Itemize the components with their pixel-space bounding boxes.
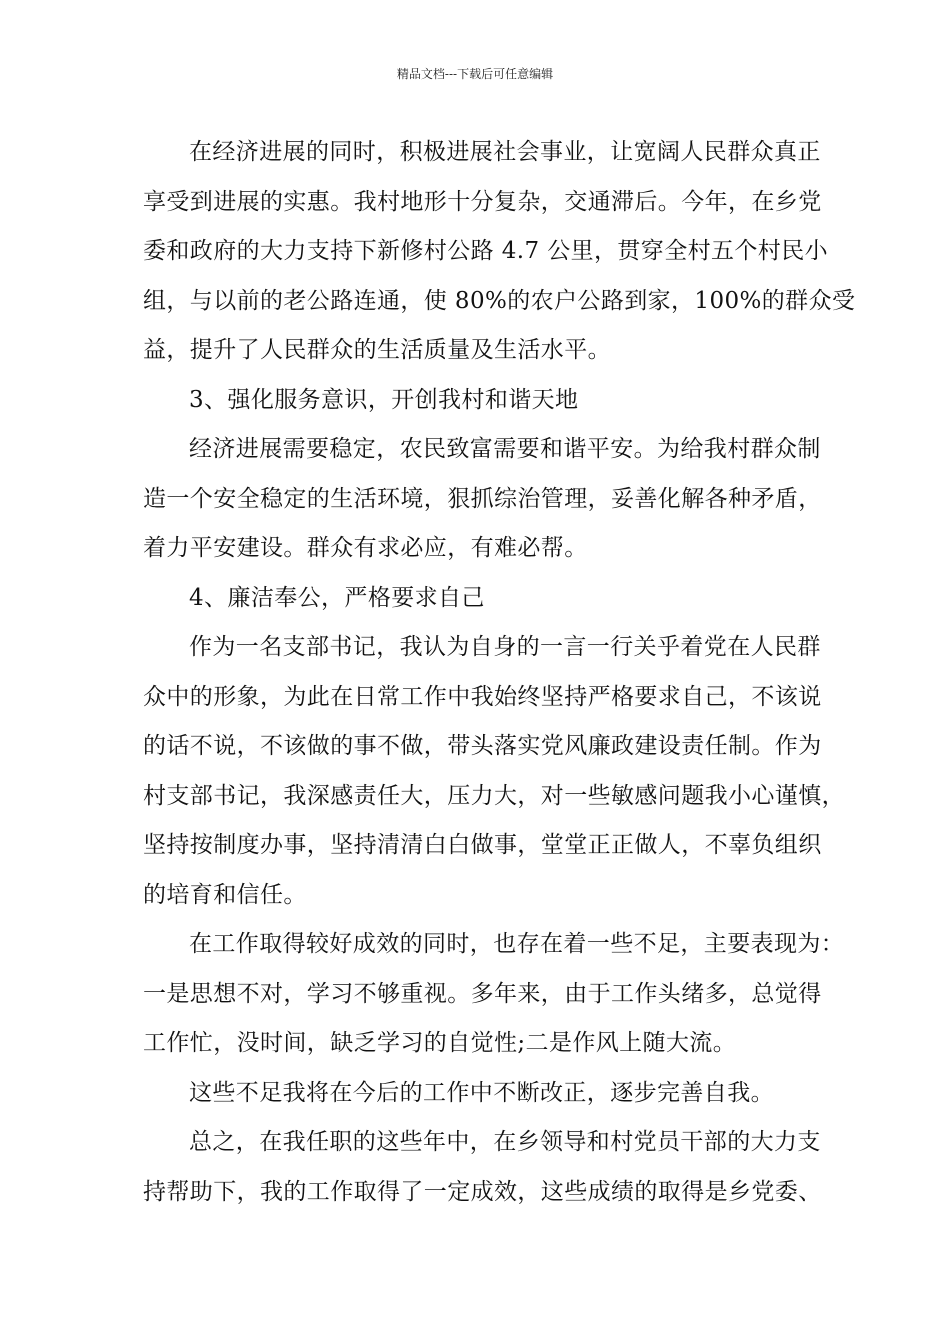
text-line: 村支部书记，我深感责任大，压力大，对一些敏感问题我小心谨慎， xyxy=(143,782,845,809)
text-line: 委和政府的大力支持下新修村公路 4.7 公里，贯穿全村五个村民小 xyxy=(143,238,828,264)
section-heading-4: 4、廉洁奉公，严格要求自己 xyxy=(189,584,485,611)
text-line: 这些不足我将在今后的工作中不断改正，逐步完善自我。 xyxy=(189,1079,774,1106)
text-line: 一是思想不对，学习不够重视。多年来，由于工作头绪多，总觉得 xyxy=(143,980,822,1007)
text-line: 经济进展需要稳定，农民致富需要和谐平安。为给我村群众制 xyxy=(189,436,821,462)
text-line: 持帮助下，我的工作取得了一定成效，这些成绩的取得是乡党委、 xyxy=(143,1178,822,1205)
text-line: 的培育和信任。 xyxy=(143,881,307,908)
text-line: 在经济进展的同时，积极进展社会事业，让宽阔人民群众真正 xyxy=(189,139,821,165)
text-line: 组，与以前的老公路连通，使 80%的农户公路到家，100%的群众受 xyxy=(143,287,856,314)
text-line: 在工作取得较好成效的同时，也存在着一些不足，主要表现为： xyxy=(189,931,845,957)
text-line: 造一个安全稳定的生活环境，狠抓综治管理，妥善化解各种矛盾， xyxy=(143,485,822,512)
text-line: 工作忙，没时间，缺乏学习的自觉性;二是作风上随大流。 xyxy=(143,1030,737,1056)
text-line: 享受到进展的实惠。我村地形十分复杂，交通滞后。今年，在乡党 xyxy=(143,188,822,215)
page-header: 精品文档---下载后可任意编辑 xyxy=(396,67,554,81)
text-line: 总之，在我任职的这些年中，在乡领导和村党员干部的大力支 xyxy=(189,1129,821,1155)
document-body xyxy=(143,132,856,1221)
text-line: 作为一名支部书记，我认为自身的一言一行关乎着党在人民群 xyxy=(189,634,821,660)
text-line: 众中的形象，为此在日常工作中我始终坚持严格要求自己，不该说 xyxy=(143,683,822,710)
text-line: 的话不说，不该做的事不做，带头落实党风廉政建设责任制。作为 xyxy=(143,733,822,759)
text-line: 益，提升了人民群众的生活质量及生活水平。 xyxy=(143,337,611,363)
section-heading-3: 3、强化服务意识，开创我村和谐天地 xyxy=(189,386,579,413)
text-line: 着力平安建设。群众有求必应，有难必帮。 xyxy=(143,535,588,561)
text-line: 坚持按制度办事，坚持清清白白做事，堂堂正正做人，不辜负组织 xyxy=(143,832,822,858)
